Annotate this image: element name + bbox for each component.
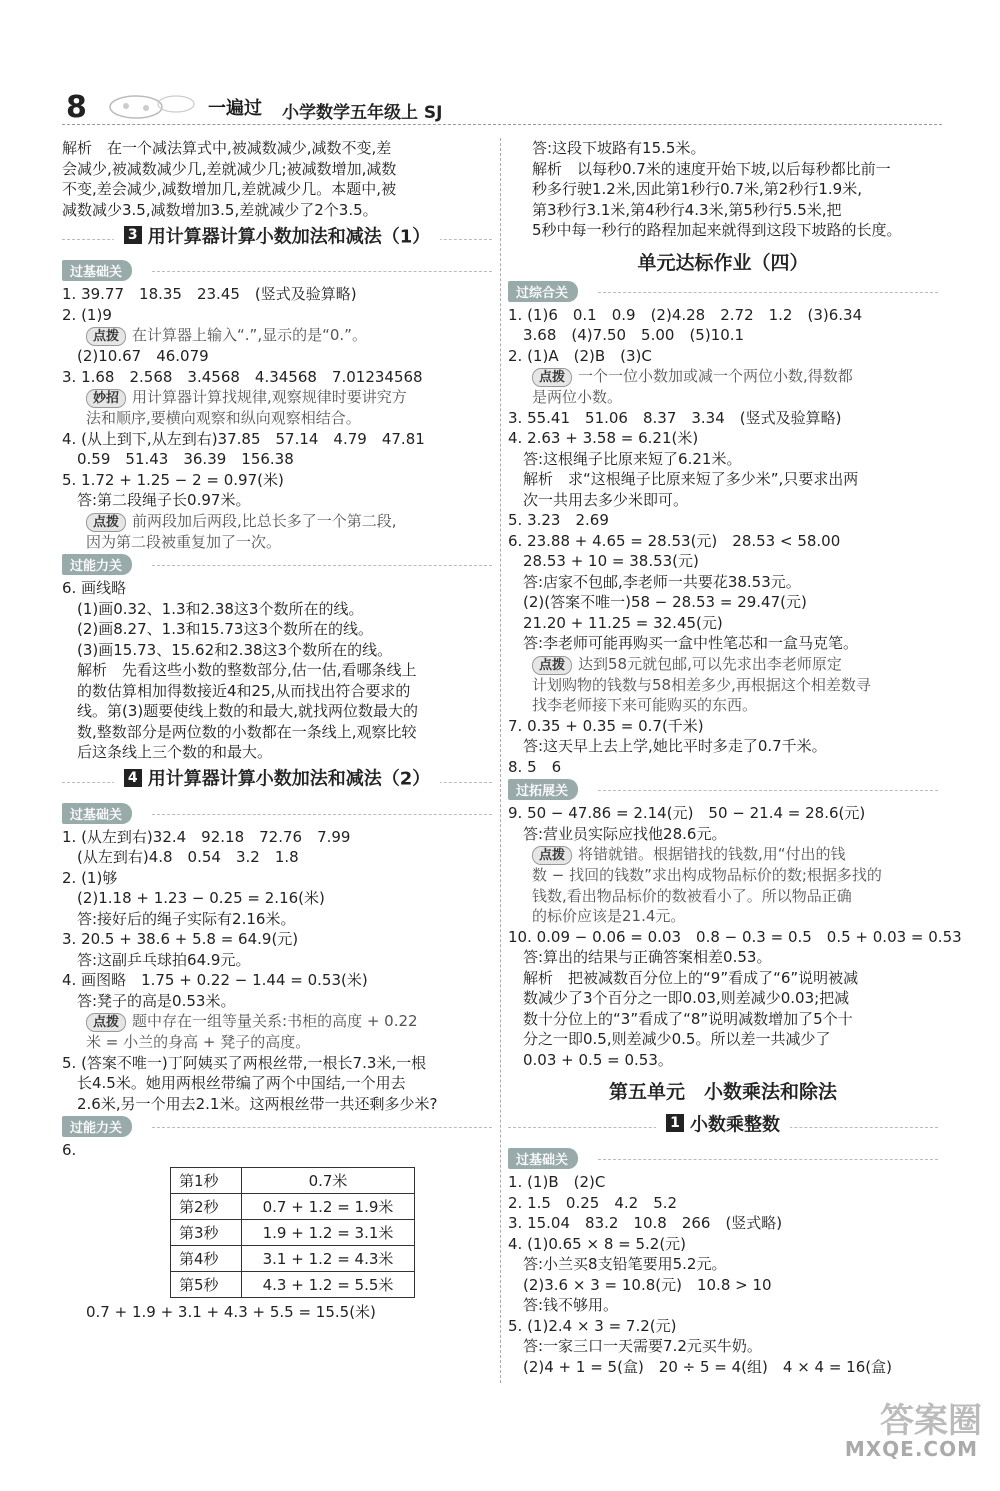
column-divider [500,138,501,1383]
c-answers-a: 1. (1)6 0.1 0.9 (2)4.28 2.72 1.2 (3)6.34 3.68 (4)7.50 5.00 (5)10.1 2. (1)A (2)B (3)C [508,305,863,365]
s4-answers: 1. (从左到右)32.4 92.18 72.76 7.99 (从左到右)4.8 0.54 3.2 1.8 2. (1)够 (2)1.18 + 1.23 − 0.25 = 2.16(米) 答:接好后的绳子实际有2.16米。 3. 20.5 + 38.6 + 5.8 = 64.9(元) 答:这副乒乓球拍64.9元。 4. 画图略 1.75 + 0.22 − 1.44 = 0.53(米) 答:凳子的高是0.53米。 [62,827,368,1010]
table-row: 第4秒 3.1 + 1.2 = 4.3米 [171,1245,415,1271]
e-answers-b: 10. 0.09 − 0.06 = 0.03 0.8 − 0.3 = 0.5 0.5 + 0.03 = 0.53 答:算出的结果与正确答案相差0.53。 解析 把被减数百分位上的“9”看成了“6”说明被减 数减少了3个百分之一即0.03,则差减少0.03;把减 数十分位上的“3”看成了“8”说明减数增加了5个十 分之一即0.5,则差减少0.5。所以差一共减少了 0.03 + 0.5 = 0.53。 [508,927,962,1069]
s4-answers-b: 5. (答案不唯一)丁阿姨买了两根丝带,一根长7.3米,一根 长4.5米。她用两根丝带编了两个中国结,一个用去 2.6米,另一个用去2.1米。这两根丝带一共还剩多少米? [62,1053,438,1113]
header-divider [62,124,942,125]
intro-analysis: 解析 在一个减法算式中,被减数减少,减数不变,差 会减少,被减数减少几,差就减少几;被减数增加,减数 不变,差会减少,减数增加几,差就减少几。本题中,被 减数减少3.5,减数增加3.5,差就减少了2个3.5。 [62,139,397,219]
e-tip: 点拨 将错就错。根据错找的钱数,用“付出的钱 数 − 找回的钱数”求出构成物品标价的数;根据多找的 钱数,看出物品标价的数被看小了。所以物品正确 的标价应该是21.4元。 [532,845,882,925]
watermark-site: MXQE.COM [844,1437,978,1461]
trick-label: 妙招 [86,389,126,408]
q6-answer: 答:这段下坡路有15.5米。 [532,139,706,157]
u5-answers: 1. (1)B (2)C 2. 1.5 0.25 4.2 5.2 3. 15.04 83.2 10.8 266 (竖式略) 4. (1)0.65 × 8 = 5.2(元) 答:小兰买8支铅笔要用5.2元。 (2)3.6 × 3 = 10.8(元) 10.8 > 10 答:钱不够用。 5. (1)2.4 × 3 = 7.2(元) 答:一家三口一天需要7.2元买牛奶。 (2)4 + 1 = 5(盒) 20 ÷ 5 = 4(组) 4 × 4 = 16(盒) [508,1173,892,1376]
c-answers-b: 3. 55.41 51.06 8.37 3.34 (竖式及验算略) 4. 2.63 + 3.58 = 6.21(米) 答:这根绳子比原来短了6.21米。 解析 求“这根绳子比原来短了多少米”,只要求出两 次一共用去多少米即可。 5. 3.23 2.69 6. 23.88 + 4.65 = 28.53(元) 28.53 < 58.00 28.53 + 10 = 38.53(元) 答:店家不包邮,李老师一共要花38.53元。 (2)(答案不唯一)58 − 28.53 = 29.47(元) 21.20 + 11.25 = 32.45(元) 答:李老师可能再购买一盒中性笔芯和一盒马克笔。 [508,408,859,652]
section-3-title: 3 用计算器计算小数加法和减法（1） [62,222,492,256]
book-subject: 小学数学五年级上 SJ [282,103,443,123]
tag-basic: 过基础关 [62,260,492,282]
c-tip-2: 点拨 达到58元就包邮,可以先求出李老师原定 计划购物的钱数与58相差多少,再根据这个相差数寻 找李老师接下来可能购买的东西。 [532,654,871,714]
section-4-title: 4 用计算器计算小数加法和减法（2） [62,765,492,799]
c-tip-1: 点拨 一个一位小数加或减一个两位小数,得数都 是两位小数。 [532,367,853,406]
watermark-logo: 答案圈 [880,1401,982,1441]
page-number: 8 [66,90,87,125]
q6-number: 6. [62,1141,77,1159]
tip-label: 点拨 [86,1013,126,1032]
s4-tip: 点拨 题中存在一组等量关系:书柜的高度 + 0.22 米 = 小兰的身高 + 凳子的高度。 [86,1012,418,1051]
right-column [508,138,962,1377]
tag-basic-2: 过基础关 [62,803,492,825]
tag-ability-2: 过能力关 [62,1116,492,1138]
section-1-title: 1 小数乘整数 [508,1110,938,1144]
unit5-title: 第五单元 小数乘法和除法 [608,1081,837,1103]
q6-sum: 0.7 + 1.9 + 3.1 + 4.3 + 5.5 = 15.5(米) [86,1302,376,1321]
q6-analysis: 解析 以每秒0.7米的速度开始下坡,以后每秒都比前一 秒多行驶1.2米,因此第1秒行0.7米,第2秒行1.9米, 第3秒行3.1米,第4秒行4.3米,第5秒行5.5米,把 5秒中每一秒行的路程加起来就得到这段下坡路的长度。 [532,159,902,239]
table-row: 第5秒 4.3 + 1.2 = 5.5米 [171,1271,415,1297]
s3-tip-1: 点拨 在计算器上输入“.”,显示的是“0.”。 [62,325,492,346]
tip-label: 点拨 [532,656,572,675]
tag-expand: 过拓展关 [508,779,938,801]
s3-answers-c: 4. (从上到下,从左到右)37.85 57.14 4.79 47.81 0.59 51.43 36.39 156.38 5. 1.72 + 1.25 − 2 = 0.97(米) 答:第二段绳子长0.97米。 [62,429,425,509]
s3-answers-b: (2)10.67 46.079 3. 1.68 2.568 3.4568 4.34568 7.01234568 [62,347,423,386]
e-answers-a: 9. 50 − 47.86 = 2.14(元) 50 − 21.4 = 28.6(元) 答:营业员实际应找他28.6元。 [508,804,866,843]
tip-label: 点拨 [86,327,126,346]
tag-combo: 过综合关 [508,281,938,303]
tip-label: 点拨 [532,368,572,387]
unit4-title: 单元达标作业（四） [637,251,809,274]
tag-basic-3: 过基础关 [508,1148,938,1170]
s3-answers-a: 1. 39.77 18.35 23.45 (竖式及验算略) 2. (1)9 [62,285,357,324]
table-row: 第1秒 0.7米 [171,1167,415,1193]
tip-label: 点拨 [86,513,126,532]
watermark [772,1393,982,1473]
s3-ability: 6. 画线略 (1)画0.32、1.3和2.38这3个数所在的线。 (2)画8.27、1.3和15.73这3个数所在的线。 (3)画15.73、15.62和2.38这3个数所在的线。 解析 先看这些小数的整数部分,估一估,看哪条线上 的数估算相加得数接近4和25,从而找出符合要求的 线。第(3)题要使线上数的和最大,就找两位数最大的 数,整数部分是两位数的小数都在一条线上,观察比较 后这条线上三个数的和最大。 [62,579,419,761]
left-column [62,138,492,1322]
s3-tip-3: 点拨 前两段加后两段,比总长多了一个第二段, 因为第二段被重复加了一次。 [86,511,397,551]
s3-tip-2: 妙招 用计算器计算找规律,观察规律时要讲究方 法和顺序,要横向观察和纵向观察相结合。 [86,388,407,427]
tip-label: 点拨 [532,846,572,865]
c-answers-c: 7. 0.35 + 0.35 = 0.7(千米) 答:这天早上去上学,她比平时多走了0.7千米。 8. 5 6 [508,716,827,776]
tag-ability: 过能力关 [62,554,492,576]
table-row: 第2秒 0.7 + 1.2 = 1.9米 [171,1193,415,1219]
page-header [62,88,942,128]
speed-table [170,1167,415,1298]
table-row: 第3秒 1.9 + 1.2 = 3.1米 [171,1219,415,1245]
brand-logo: 一遍过 [208,98,262,119]
